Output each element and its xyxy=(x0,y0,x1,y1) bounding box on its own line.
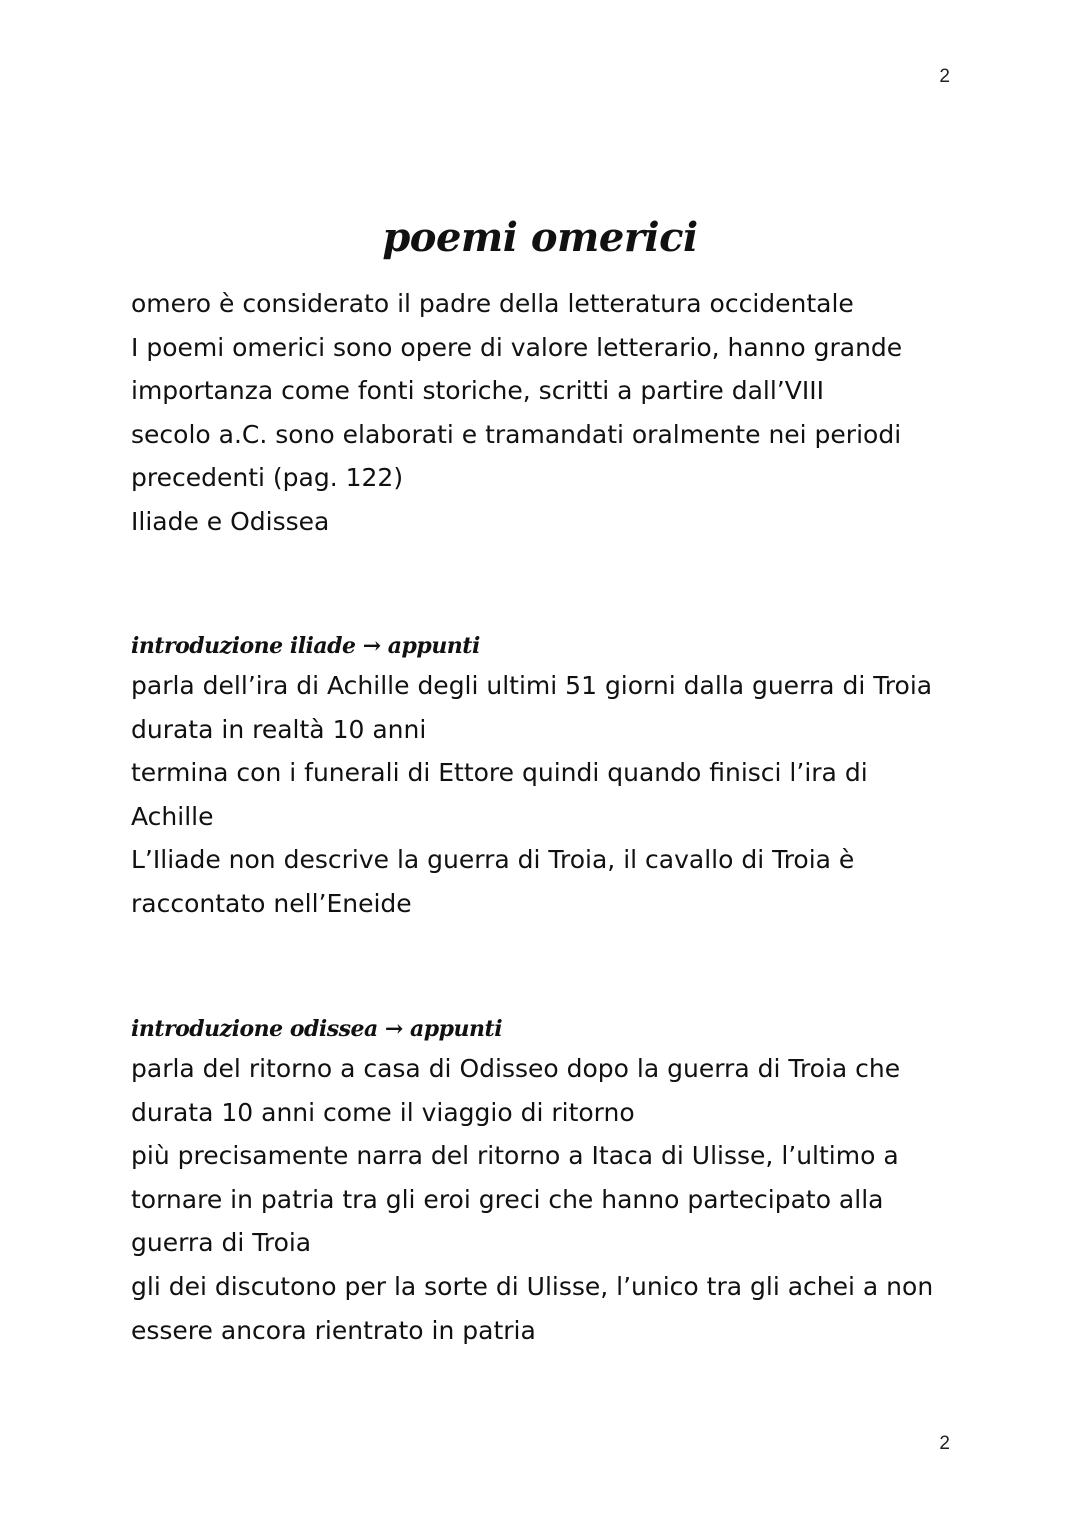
text-line: omero è considerato il padre della letteratura occidentale xyxy=(131,289,854,318)
section-heading-iliade: introduzione iliade → appunti xyxy=(131,633,480,659)
section-iliade xyxy=(131,628,991,926)
text-line: termina con i funerali di Ettore quindi quando finisci l’ira di xyxy=(131,758,868,788)
text-line: L’Iliade non descrive la guerra di Troia, il cavallo di Troia è xyxy=(131,845,855,875)
text-line: durata 10 anni come il viaggio di ritorno xyxy=(131,1097,635,1127)
text-line: durata in realtà 10 anni xyxy=(131,714,427,744)
section-odissea xyxy=(131,1011,991,1352)
text-line: tornare in patria tra gli eroi greci che hanno partecipato alla xyxy=(131,1184,884,1214)
page-number-bottom: 2 xyxy=(939,1433,950,1454)
text-line: parla dell’ira di Achille degli ultimi 51 giorni dalla guerra di Troia xyxy=(131,671,933,700)
text-line: Iliade e Odissea xyxy=(131,506,330,536)
page-number-top: 2 xyxy=(939,66,950,87)
text-line: gli dei discutono per la sorte di Ulisse, l’unico tra gli achei a non xyxy=(131,1271,934,1301)
text-line: parla del ritorno a casa di Odisseo dopo la guerra di Troia che xyxy=(131,1054,901,1083)
text-line: precedenti (pag. 122) xyxy=(131,463,404,493)
text-line: più precisamente narra del ritorno a Itaca di Ulisse, l’ultimo a xyxy=(131,1141,899,1171)
text-line: guerra di Troia xyxy=(131,1228,312,1258)
text-line: importanza come fonti storiche, scritti a partire dall’VIII xyxy=(131,376,824,406)
section-heading-odissea: introduzione odissea → appunti xyxy=(131,1016,503,1042)
page-title: poemi omerici xyxy=(382,214,698,261)
text-line: essere ancora rientrato in patria xyxy=(131,1315,536,1345)
intro-paragraph xyxy=(131,282,991,544)
text-line: Achille xyxy=(131,801,214,831)
text-line: raccontato nell’Eneide xyxy=(131,888,412,918)
text-line: secolo a.C. sono elaborati e tramandati oralmente nei periodi xyxy=(131,419,902,449)
text-line: I poemi omerici sono opere di valore letterario, hanno grande xyxy=(131,332,903,362)
